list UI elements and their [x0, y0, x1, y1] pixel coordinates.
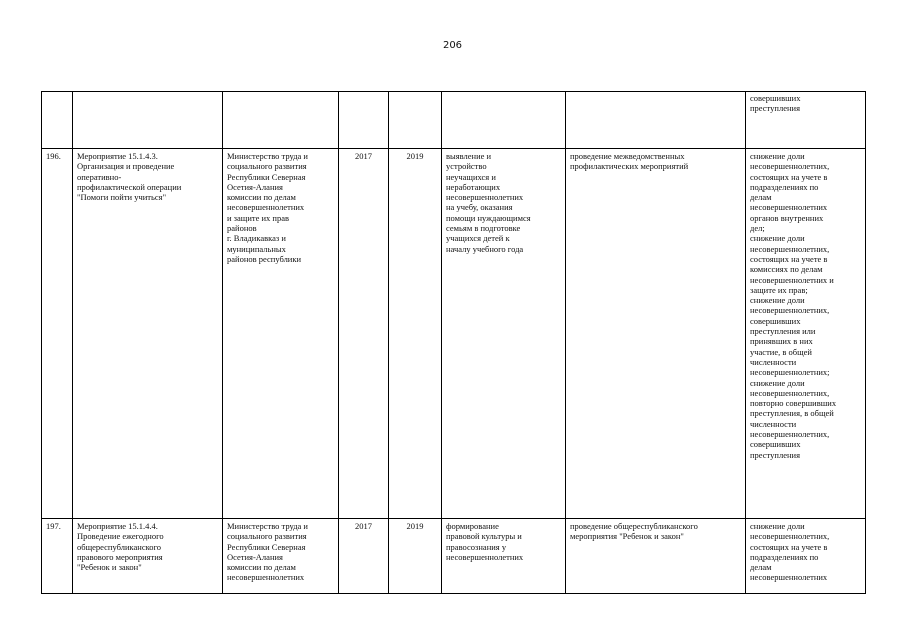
event-cell [73, 92, 223, 149]
end-year-cell: 2019 [389, 519, 442, 594]
executor-cell [223, 92, 339, 149]
activities-cell: проведение общереспубликанского мероприятия "Ребенок и закон" [566, 519, 746, 594]
event-cell: Мероприятие 15.1.4.4. Проведение ежегодного общереспубликанского правового мероприятия "Ребенок и закон" [73, 519, 223, 594]
executor-cell: Министерство труда и социального развития Республики Северная Осетия-Алания комиссии по делам несовершеннолетних [223, 519, 339, 594]
executor-cell: Министерство труда и социального развития Республики Северная Осетия-Алания комиссии по делам несовершеннолетних и защите их прав районов г. Владикавказ и муниципальных районов республики [223, 149, 339, 519]
result-cell: выявление и устройство неучащихся и неработающих несовершеннолетних на учебу, оказания помощи нуждающимся семьям в подготовке учащихся детей к началу учебного года [442, 149, 566, 519]
row-number: 196. [42, 149, 73, 519]
table-row-continuation [42, 92, 866, 149]
table-row-197 [42, 519, 866, 594]
result-cell [442, 92, 566, 149]
indicator-cell: совершивших преступления [746, 92, 866, 149]
row-number: 197. [42, 519, 73, 594]
start-year-cell: 2017 [339, 519, 389, 594]
result-cell: формирование правовой культуры и правосознания у несовершеннолетних [442, 519, 566, 594]
activities-cell: проведение межведомственных профилактических мероприятий [566, 149, 746, 519]
event-cell: Мероприятие 15.1.4.3. Организация и проведение оперативно- профилактической операции "Помоги пойти учиться" [73, 149, 223, 519]
program-events-table [41, 91, 866, 594]
indicator-cell: снижение доли несовершеннолетних, состоящих на учете в подразделениях по делам несовершеннолетних [746, 519, 866, 594]
table-row-196 [42, 149, 866, 519]
end-year-cell [389, 92, 442, 149]
start-year-cell [339, 92, 389, 149]
end-year-cell: 2019 [389, 149, 442, 519]
indicator-cell: снижение доли несовершеннолетних, состоящих на учете в подразделениях по делам несовершеннолетних органов внутренних дел; снижение доли несовершеннолетних, состоящих на учете в комиссиях по делам несовершеннолетних и защите их прав; снижение доли несовершеннолетних, совершивших преступления или принявших в них участие, в общей численности несовершеннолетних; снижение доли несовершеннолетних, повторно совершивших преступления, в общей численности несовершеннолетних, совершивших преступления [746, 149, 866, 519]
row-number [42, 92, 73, 149]
start-year-cell: 2017 [339, 149, 389, 519]
page-number: 206 [442, 40, 463, 51]
activities-cell [566, 92, 746, 149]
